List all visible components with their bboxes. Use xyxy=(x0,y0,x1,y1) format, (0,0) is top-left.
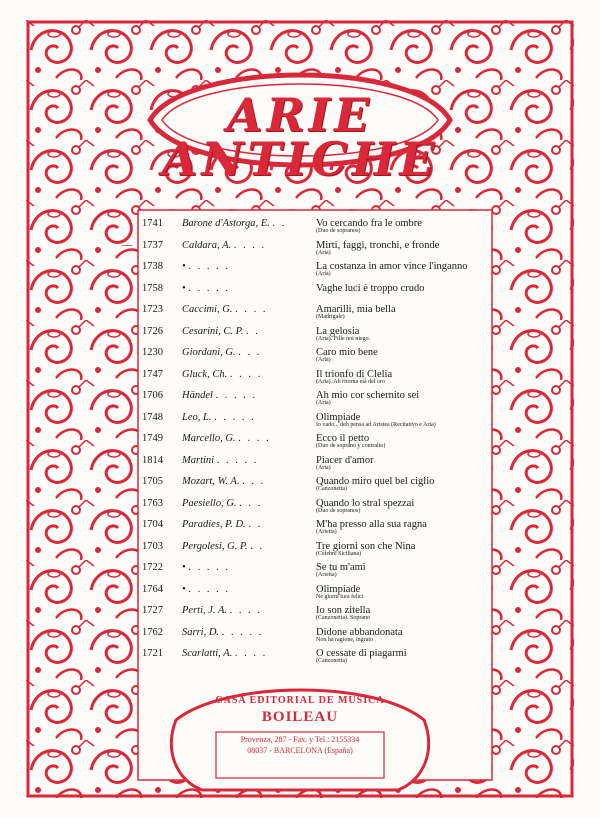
aria-index-list xyxy=(122,218,472,670)
entry-composer xyxy=(182,261,302,272)
leader-dots: . . . . . xyxy=(188,282,230,294)
entry-composer xyxy=(182,347,302,358)
list-item xyxy=(122,239,472,262)
publisher-name: BOILEAU xyxy=(261,709,339,725)
leader-dots: . . . . . xyxy=(215,390,258,401)
entry-title: Ah mio cor schernito sei xyxy=(316,390,420,401)
title-cartouche xyxy=(150,40,450,200)
entry-composer xyxy=(182,562,302,573)
leader-dots: . . . . xyxy=(235,304,268,315)
list-item xyxy=(142,541,472,563)
entry-year: 1704 xyxy=(142,519,163,530)
entry-title: Amarilli, mia bella xyxy=(316,304,396,315)
entry-title: M'ha presso alla sua ragna xyxy=(316,519,427,530)
list-item xyxy=(142,390,472,412)
leader-dots: . . . xyxy=(242,476,266,487)
entry-year: 1726 xyxy=(142,325,163,337)
leader-dots: . . . . xyxy=(233,239,267,251)
entry-composer xyxy=(182,369,302,380)
entry-note: Nè giorni tuoi felici xyxy=(316,593,364,600)
entry-year: 1758 xyxy=(142,282,163,294)
entry-note: (Canzonetta) xyxy=(316,486,347,492)
entry-note: (Aria) xyxy=(316,249,331,256)
list-item xyxy=(142,261,472,283)
composer-name: Cesarini, C. P. xyxy=(182,325,244,337)
list-item xyxy=(142,476,472,498)
composer-name: Caldara, A. xyxy=(182,239,232,251)
list-item xyxy=(142,584,472,606)
entry-composer xyxy=(182,412,302,423)
entry-composer xyxy=(182,476,302,487)
entry-composer xyxy=(182,433,302,444)
entry-year: 1764 xyxy=(142,583,163,595)
leader-dots: . . . . xyxy=(229,368,263,380)
entry-composer xyxy=(182,584,302,595)
entry-title: Olimpiade xyxy=(316,583,361,595)
entry-year: 1722 xyxy=(142,562,163,573)
entry-composer xyxy=(182,455,302,466)
list-item xyxy=(142,627,472,649)
leader-dots: . . . . xyxy=(229,605,263,616)
entry-title: Tre giorni son che Nina xyxy=(316,540,416,552)
entry-title: Io son zitella xyxy=(316,605,371,616)
publisher-city: 08037 - BARCELONA (España) xyxy=(247,746,353,755)
title-line-1: ARIE xyxy=(226,88,374,142)
entry-title: Piacer d'amor xyxy=(316,454,374,466)
entry-note: (Arietta) xyxy=(316,572,337,578)
leader-dots: . . xyxy=(272,218,287,229)
entry-year: 1723 xyxy=(142,304,163,315)
entry-note: (Canzonetta) xyxy=(316,658,347,664)
leader-dots: . . . . . xyxy=(188,261,230,272)
entry-note: (Aria) xyxy=(316,357,331,363)
composer-name: Händel xyxy=(182,390,213,401)
list-item xyxy=(142,562,472,584)
list-item xyxy=(142,605,472,627)
leader-dots: . . . . . xyxy=(188,583,230,595)
entry-composer xyxy=(182,326,302,337)
entry-note: (Madrigale) xyxy=(316,314,345,320)
composer-name: Paesiello, G. xyxy=(182,497,237,509)
list-item xyxy=(142,369,472,391)
entry-year: 1727 xyxy=(142,605,163,616)
entry-title: Se tu m'ami xyxy=(316,562,366,573)
entry-note: (Aria) xyxy=(316,271,331,277)
list-item xyxy=(142,498,472,520)
publisher-imprint xyxy=(190,695,410,795)
composer-name: Mozart, W. A. xyxy=(182,476,240,487)
composer-name: • xyxy=(182,261,186,272)
composer-name: • xyxy=(182,583,186,595)
entry-year: 1763 xyxy=(142,497,163,509)
leader-dots: . . . . . xyxy=(221,626,264,638)
composer-name: Giordani, G. xyxy=(182,347,236,358)
entry-note: (Duo de soprano y contralto) xyxy=(316,443,386,449)
composer-name: Sarri, D. xyxy=(182,626,220,638)
entry-title: Olimpiade xyxy=(316,411,361,423)
composer-name: Caccimi, G. xyxy=(182,304,233,315)
entry-year: 1814 xyxy=(142,454,163,466)
entry-title: Vaghe luci è troppo crudo xyxy=(316,282,425,294)
entry-note: (Aria) xyxy=(316,400,331,406)
entry-year: 1703 xyxy=(142,540,163,552)
entry-year: 1738 xyxy=(142,261,163,272)
entry-composer xyxy=(182,605,302,616)
entry-note: Io vado... deh pensa ad Aristea (Recitativo e Aria) xyxy=(316,421,436,428)
entry-year: 1748 xyxy=(142,411,163,423)
composer-name: • xyxy=(182,282,186,294)
title-line-2: ANTICHE xyxy=(161,132,439,186)
list-item xyxy=(142,648,472,670)
list-item xyxy=(142,283,472,305)
publisher-address: Provenza, 287 - Fax. y Tel.: 2155334 xyxy=(240,735,360,744)
composer-name: Perti, J. A. xyxy=(182,605,228,616)
entry-note: (Aria). Fille noi niego. xyxy=(316,335,371,342)
entry-note: Non ha ragione, ingrato xyxy=(316,636,373,643)
leader-dots: . . . . . xyxy=(188,562,230,573)
leader-dots: . . . . xyxy=(234,648,268,659)
entry-composer xyxy=(182,390,302,401)
entry-title: Mirti, faggi, tronchi, e fronde xyxy=(316,239,440,251)
composer-name: Scarlatti, A. xyxy=(182,648,233,659)
entry-note: (Célebre Siciliana) xyxy=(316,550,362,557)
entry-composer xyxy=(182,627,302,638)
entry-title: La gelosia xyxy=(316,325,360,337)
entry-year: 1230 xyxy=(142,347,163,358)
entry-title: Quando lo stral spezzai xyxy=(316,497,415,509)
entry-year: 1705 xyxy=(142,476,163,487)
entry-note: (Aria). Ah ritorna età del oro xyxy=(316,378,385,385)
list-item xyxy=(142,347,472,369)
entry-composer xyxy=(182,283,302,294)
list-item xyxy=(142,433,472,455)
entry-composer xyxy=(182,519,302,530)
entry-marker: — xyxy=(122,239,133,251)
entry-title: Didone abbandonata xyxy=(316,626,403,638)
list-item xyxy=(142,455,472,477)
entry-composer xyxy=(182,541,302,552)
entry-note: (Arietta) xyxy=(316,529,337,535)
composer-name: Barone d'Astorga, E. xyxy=(182,218,270,229)
entry-note: (Aria) xyxy=(316,464,331,471)
entry-year: 1762 xyxy=(142,626,163,638)
leader-dots: . . . . . xyxy=(216,454,259,466)
composer-name: Leo, L. xyxy=(182,411,212,423)
entry-year: 1721 xyxy=(142,648,163,659)
entry-note: (Duo de sopranos) xyxy=(316,228,361,234)
list-item xyxy=(142,519,472,541)
entry-title: Quando miro quel bel ciglio xyxy=(316,476,435,487)
leader-dots: . . xyxy=(245,325,260,337)
entry-year: 1749 xyxy=(142,433,163,444)
entry-composer xyxy=(182,498,302,509)
entry-title: Caro mio bene xyxy=(316,347,378,358)
entry-composer xyxy=(182,218,302,229)
composer-name: Paradies, P. D. xyxy=(182,519,246,530)
composer-name: Gluck, Ch. xyxy=(182,368,228,380)
composer-name: Marcello, G. xyxy=(182,433,236,444)
entry-title: O cessate di piagarmi xyxy=(316,648,407,659)
entry-year: 1737 xyxy=(142,239,163,251)
list-item xyxy=(142,304,472,326)
entry-composer xyxy=(182,648,302,659)
entry-title: Il trionfo di Clelia xyxy=(316,368,393,380)
leader-dots: . . . . xyxy=(238,433,271,444)
entry-composer xyxy=(182,304,302,315)
leader-dots: . . xyxy=(250,540,265,552)
list-item xyxy=(142,218,472,240)
composer-name: Martini xyxy=(182,454,215,466)
leader-dots: . . . . . xyxy=(214,411,256,423)
entry-title: Ecco il petto xyxy=(316,433,370,444)
composer-name: Pergolesi, G. P. xyxy=(182,540,248,552)
entry-note: (Duo de sopranos) xyxy=(316,507,361,514)
publisher-arc-text: CASA EDITORIAL DE MUSICA xyxy=(215,695,385,706)
entry-title: La costanza in amor vince l'inganno xyxy=(316,261,468,272)
list-item xyxy=(142,412,472,434)
leader-dots: . . xyxy=(248,519,263,530)
entry-year: 1741 xyxy=(142,218,163,229)
list-item xyxy=(142,326,472,348)
entry-title: Vo cercando fra le ombre xyxy=(316,218,422,229)
composer-name: • xyxy=(182,562,186,573)
leader-dots: . . . xyxy=(238,347,262,358)
entry-note: (Canzonetta). Soprano xyxy=(316,615,370,621)
entry-composer xyxy=(182,240,302,251)
entry-year: 1706 xyxy=(142,390,163,401)
entry-year: 1747 xyxy=(142,368,163,380)
leader-dots: . . . xyxy=(239,497,263,509)
